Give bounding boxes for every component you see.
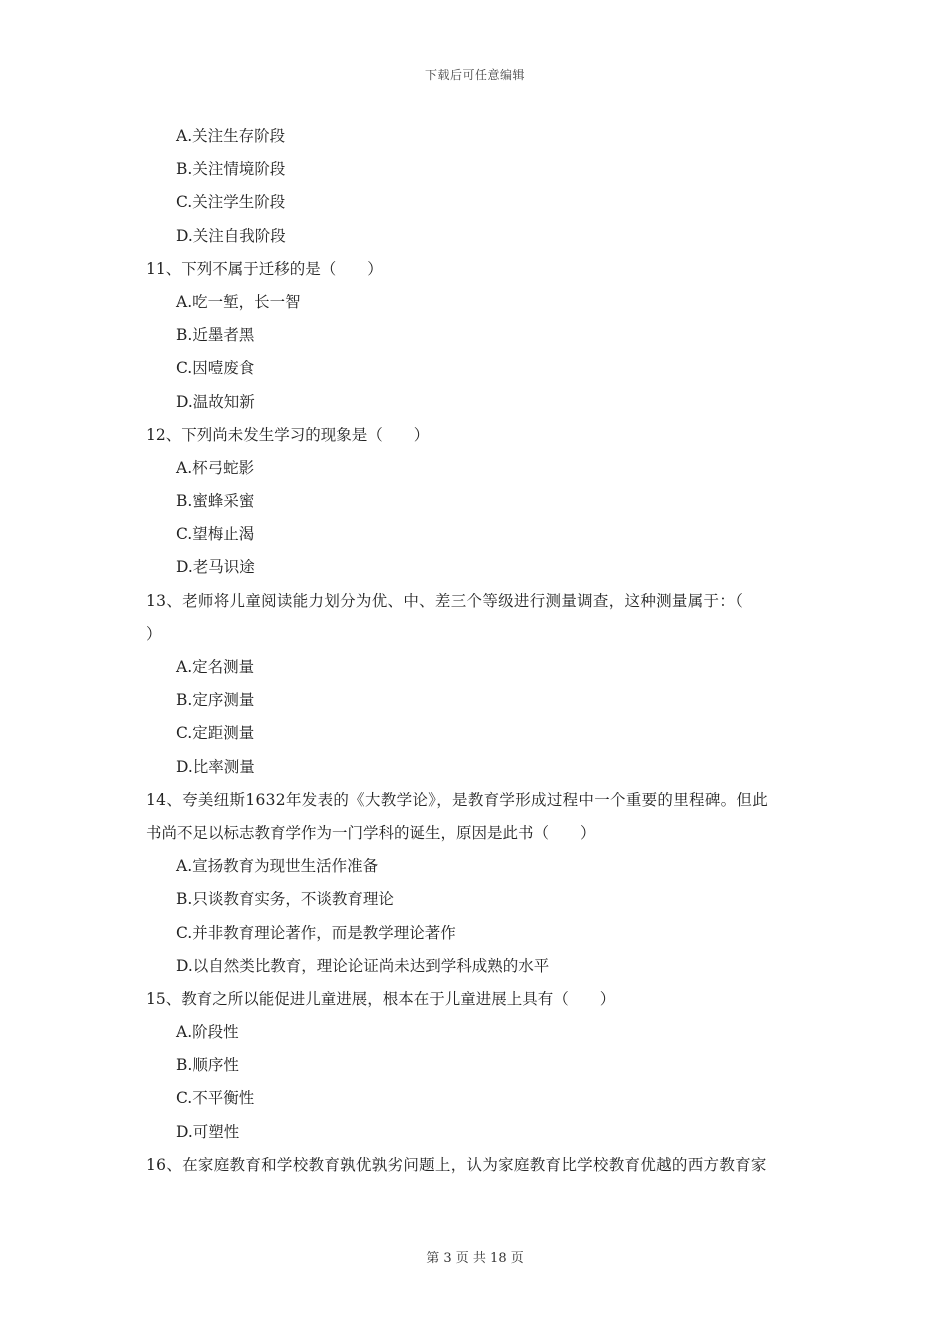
option-line: C.因噎废食 [176,359,255,378]
option-line: B.顺序性 [176,1056,239,1075]
option-line: A.关注生存阶段 [176,127,286,145]
option-line: D.老马识途 [176,558,255,577]
option-line: D.关注自我阶段 [176,226,286,245]
option-line: A.吃一堑，长一智 [176,292,301,311]
question-line: 12、下列尚未发生学习的现象是（ ） [146,425,430,444]
question-line: 11、下列不属于迁移的是（ ） [146,259,383,278]
option-line: B.只谈教育实务，不谈教育理论 [176,890,394,909]
option-line: B.关注情境阶段 [176,160,286,179]
option-line: D.比率测量 [176,757,255,776]
option-line: D.温故知新 [176,392,255,411]
option-line: C.定距测量 [176,724,255,743]
option-line: A.宣扬教育为现世生活作准备 [176,857,379,876]
option-line: A.定名测量 [176,658,255,676]
question-line-continued: ） [146,624,162,643]
option-line: C.并非教育理论著作，而是教学理论著作 [176,923,456,942]
option-line: B.定序测量 [176,691,255,710]
question-line-continued: 书尚不足以标志教育学作为一门学科的诞生，原因是此书（ ） [146,823,596,842]
option-line: C.不平衡性 [176,1089,255,1108]
option-line: A.阶段性 [176,1023,239,1042]
option-line: C.望梅止渴 [176,525,255,544]
question-line: 13、老师将儿童阅读能力划分为优、中、差三个等级进行测量调查，这种测量属于：（ [146,591,744,610]
option-line: D.以自然类比教育，理论论证尚未达到学科成熟的水平 [176,956,550,975]
option-line: A.杯弓蛇影 [176,458,255,477]
page-footer: 第 3 页 共 18 页 [426,1251,524,1266]
question-line: 16、在家庭教育和学校教育孰优孰劣问题上，认为家庭教育比学校教育优越的西方教育家 [146,1155,767,1174]
option-line: C.关注学生阶段 [176,193,286,212]
document-body [0,120,950,1182]
question-line: 15、教育之所以能促进儿童进展，根本在于儿童进展上具有（ ） [146,989,616,1008]
question-line: 14、夸美纽斯1632年发表的《大教学论》，是教育学形成过程中一个重要的里程碑。但此 [146,790,769,809]
page-header: 下载后可任意编辑 [424,68,525,82]
option-line: B.近墨者黑 [176,326,255,345]
option-line: B.蜜蜂采蜜 [176,492,255,511]
option-line: D.可塑性 [176,1122,240,1141]
